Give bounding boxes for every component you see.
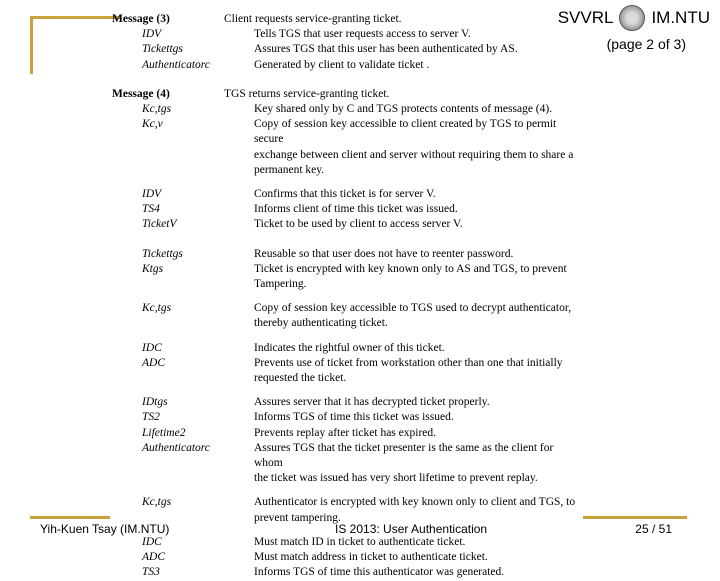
term: TS2 [142,411,160,424]
term: ADC [142,551,165,564]
ticket-row [112,247,582,262]
term: IDC [142,535,162,548]
term-description: Indicates the rightful owner of this ticket. [254,341,445,354]
term-description: Must match address in ticket to authenticate ticket. [254,551,488,564]
message-3-title: Message (3) [112,13,170,25]
term-description: Ticket to be used by client to access server V. [254,218,463,231]
message-3-items [112,27,582,73]
message-4-row [112,117,582,147]
message-4-row [112,187,582,202]
term-description: exchange between client and server without requiring them to share a [254,148,574,161]
message-4-title: Message (4) [112,87,170,100]
ticket-row [112,371,582,386]
ticket-row [112,301,582,316]
term-description: permanent key. [254,163,325,176]
footer-rule-left [30,516,110,519]
term-description: the ticket was issued has very short lifetime to prevent replay. [254,472,538,485]
footer-course: IS 2013: User Authentication [335,522,488,536]
term-description: Key shared only by C and TGS protects contents of message (4). [254,103,553,116]
university-seal-icon [619,5,645,31]
frame-corner-horizontal [30,16,120,19]
term-description: Prevents replay after ticket has expired. [254,426,437,439]
term: Kc,v [142,118,163,131]
term-description: Reusable so that user does not have to reenter password. [254,247,514,260]
frame-corner-vertical [30,16,33,74]
term-description: Ticket is encrypted with key known only to AS and TGS, to prevent [254,262,567,275]
page-note: (page 2 of 3) [606,36,686,52]
term: IDV [142,188,162,201]
ticket-row [112,316,582,331]
term-description: Informs TGS of time this authenticator was generated. [254,566,505,579]
term: ADC [142,356,165,369]
term-description: Must match ID in ticket to authenticate ticket. [254,535,466,548]
message-4-items [112,102,582,233]
term: Ktgs [142,262,164,275]
term-description: thereby authenticating ticket. [254,317,388,330]
message-3-description: Client requests service-granting ticket. [224,13,402,25]
term-description: Prevents use of ticket from workstation other than one that initially [254,356,563,369]
term-description: prevent tampering. [254,511,341,524]
term: IDV [142,28,162,41]
term-description: Assures TGS that the ticket presenter is the same as the client for whom [254,441,554,470]
footer-rule-right [583,516,687,519]
ticket-row [112,277,582,292]
footer-page-number: 25 / 51 [635,522,672,536]
term-description: Authenticator is encrypted with key known only to client and TGS, to [254,496,576,509]
slide-footer [0,520,720,540]
lab-name: SVVRL [557,8,614,27]
term: Kc,tgs [142,302,172,315]
message-3-header [112,12,582,27]
term: IDC [142,341,162,354]
term: Tickettgs [142,43,183,56]
term: Lifetime2 [142,426,186,439]
message-3-row [112,58,582,73]
ticket-row [112,441,582,471]
ticket-row [112,495,582,510]
term: Tickettgs [142,247,183,260]
term-description: Copy of session key accessible to TGS used to decrypt authenticator, [254,302,572,315]
term: Kc,tgs [142,496,172,509]
ticket-row [112,471,582,486]
term: Authenticatorc [142,441,210,454]
term-description: Tells TGS that user requests access to server V. [254,28,471,41]
term-description: requested the ticket. [254,372,347,385]
ticket-row [112,356,582,371]
ticket-row [112,426,582,441]
ticket-row [112,565,582,580]
term-description: Informs TGS of time this ticket was issued. [254,411,454,424]
footer-author: Yih-Kuen Tsay (IM.NTU) [40,522,170,536]
ticket-row [112,341,582,356]
term: TS4 [142,203,160,216]
term-description: Copy of session key accessible to client created by TGS to permit secure [254,118,557,146]
ticket-row [112,550,582,565]
term: TicketV [142,218,177,231]
term: Kc,tgs [142,103,172,116]
term: IDtgs [142,396,168,409]
term: TS3 [142,566,160,579]
message-4-row [112,163,582,178]
term-description: Assures server that it has decrypted ticket properly. [254,396,490,409]
term-description: Assures TGS that this user has been authenticated by AS. [254,43,518,56]
kerberos-message-table [112,12,582,581]
term-description: Informs client of time this ticket was issued. [254,203,458,216]
message-4-header [112,87,582,102]
term-description: Tampering. [254,278,307,291]
message-3-row [112,27,582,42]
message-4-description: TGS returns service-granting ticket. [224,87,390,100]
term: Authenticatorc [142,58,210,71]
message-4-row [112,148,582,163]
term-description: Confirms that this ticket is for server V. [254,188,436,201]
term-description: Generated by client to validate ticket . [254,58,430,71]
institution-name: IM.NTU [651,8,710,27]
ticket-row [112,410,582,425]
ticket-row [112,262,582,277]
message-3-row [112,42,582,57]
message-4-row [112,102,582,117]
message-4-row [112,202,582,217]
message-4-row [112,217,582,232]
ticket-row [112,395,582,410]
